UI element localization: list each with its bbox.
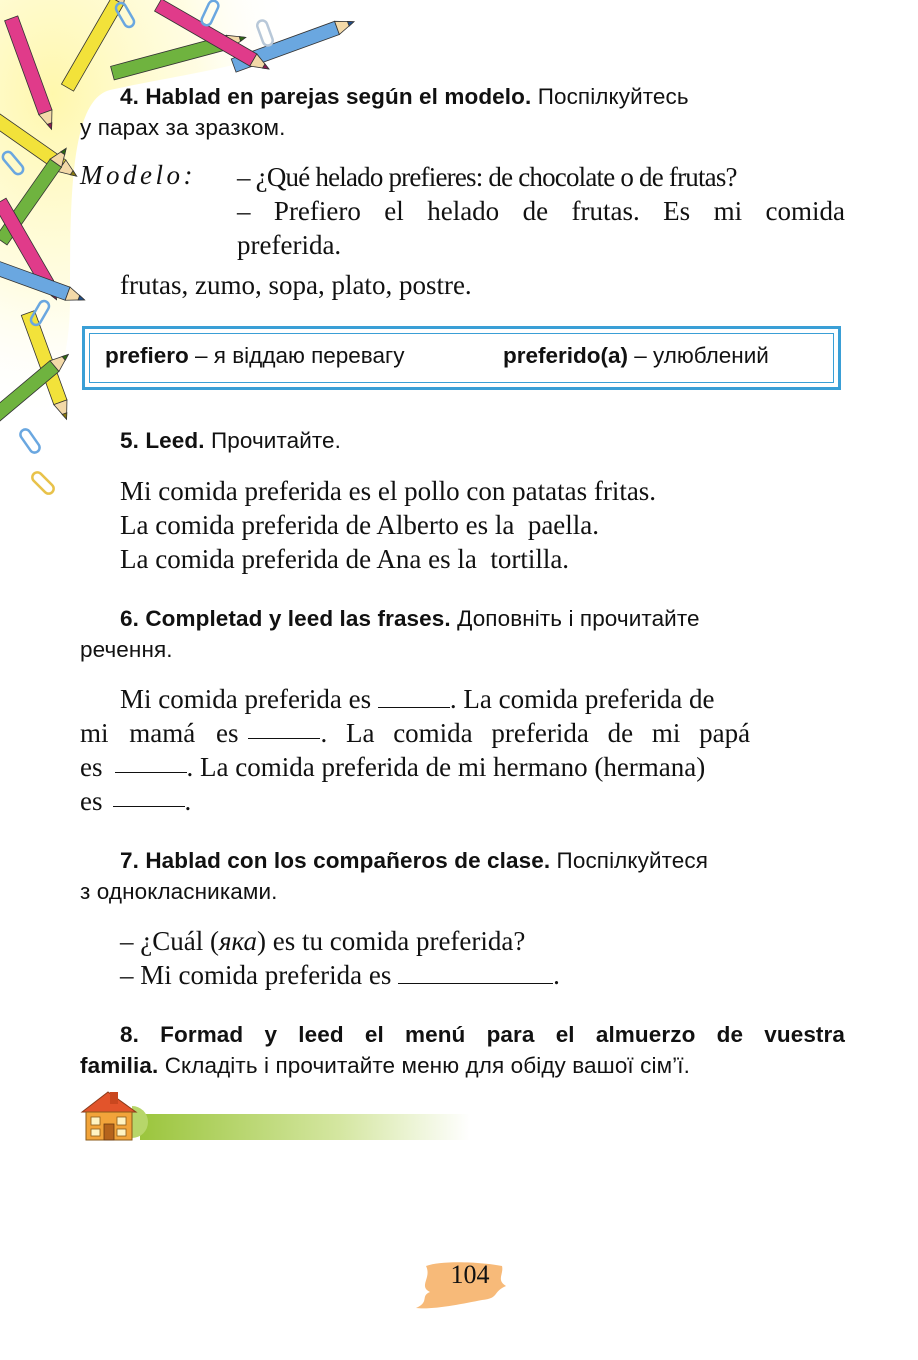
task-7-dialogue: [120, 924, 560, 992]
house-icon: [80, 1088, 480, 1144]
task-5-title-es: 5. Leed.: [120, 428, 205, 453]
vocab-translation-1: – я віддаю перевагу: [188, 343, 405, 368]
task-6-line-3-a: es: [80, 752, 103, 782]
task-8-title-ua: Складіть і прочитайте меню для обіду вашої сім’ї.: [158, 1053, 690, 1078]
task-6-line-3-b: . La comida preferida de mi hermano (hermana): [186, 752, 706, 782]
task-6-heading: [80, 603, 845, 665]
vocab-term-2: preferido(a): [503, 343, 629, 368]
task-5-line-3: La comida preferida de Ana es la tortilla.: [120, 544, 570, 574]
task-4-heading: [80, 81, 845, 143]
vocab-translation-2: – улюблений: [628, 343, 769, 368]
task-6-title-ua-line2: речення.: [80, 637, 173, 662]
task-4-words: frutas, zumo, sopa, plato, postre.: [120, 270, 472, 300]
task-7-question-a: – ¿Cuál (: [120, 926, 219, 956]
task-6-title-ua: Доповніть і прочитайте: [450, 606, 700, 631]
task-7-title-es: 7. Hablad con los compañeros de clase.: [120, 848, 551, 873]
vocab-term-1: prefiero: [105, 343, 189, 368]
task-4-title-ua: Поспілкуйтесь: [537, 84, 689, 109]
task-6-text: [80, 682, 845, 818]
model-dialogue: [237, 160, 845, 262]
task-7-question-b: ) es tu comida preferida?: [257, 926, 526, 956]
task-7-answer-a: – Mi comida preferida es: [120, 960, 392, 990]
task-6-line-2: [80, 716, 845, 750]
task-6-line-1: [80, 682, 845, 716]
model-line-2: – Prefiero el helado de frutas. Es mi comida: [237, 196, 845, 226]
task-5-line-2: La comida preferida de Alberto es la paella.: [120, 510, 600, 540]
task-5-title-ua: Прочитайте.: [204, 428, 341, 453]
task-6-line-3: [80, 750, 845, 784]
vocabulary-box: [82, 326, 841, 390]
answer-blank[interactable]: [115, 750, 187, 773]
task-7-answer: [120, 958, 560, 992]
answer-blank[interactable]: [398, 961, 553, 984]
vocab-entry-2: [503, 343, 769, 369]
task-8-heading: [80, 1019, 845, 1081]
task-4-title-es: 4. Hablad en parejas según el modelo.: [120, 84, 532, 109]
task-7-title-ua-line2: з однокласниками.: [80, 879, 278, 904]
task-7-question-gloss: яка: [218, 926, 257, 956]
task-7-title-ua: Поспілкуйтеся: [550, 848, 709, 873]
task-4-title-ua-line2: у парах за зразком.: [80, 115, 286, 140]
answer-blank[interactable]: [113, 784, 185, 807]
task-6-line-1-b: . La comida preferida de: [449, 684, 715, 714]
answer-blank[interactable]: [378, 685, 450, 708]
task-7-question: [120, 924, 560, 958]
task-6-title-es: 6. Completad y leed las frases.: [120, 606, 451, 631]
model-line-1: – ¿Qué helado prefieres: de chocolate o de frutas?: [237, 162, 737, 192]
model-label: Modelo:: [80, 160, 196, 190]
task-6-line-1-a: Mi comida preferida es: [120, 684, 372, 714]
task-8-title-es: 8. Formad y leed el menú para el almuerzo de vuestra: [120, 1022, 845, 1047]
vocab-entry-1: [105, 343, 404, 369]
task-8-title-es-line2: familia.: [80, 1053, 159, 1078]
model-line-3: preferida.: [237, 230, 342, 260]
task-7-answer-b: .: [553, 960, 560, 990]
task-5-text: [120, 474, 656, 576]
task-6-line-2-a: mi mamá es: [80, 718, 239, 748]
task-6-line-4: [80, 784, 845, 818]
answer-blank[interactable]: [248, 716, 320, 739]
task-5-line-1: Mi comida preferida es el pollo con patatas fritas.: [120, 476, 657, 506]
task-6-line-4-a: es: [80, 786, 103, 816]
task-5-heading: [120, 425, 341, 456]
task-6-line-4-b: .: [184, 786, 192, 816]
page-number: 104: [450, 1260, 490, 1289]
task-6-line-2-b: . La comida preferida de mi papá: [320, 718, 751, 748]
task-7-heading: [80, 845, 845, 907]
